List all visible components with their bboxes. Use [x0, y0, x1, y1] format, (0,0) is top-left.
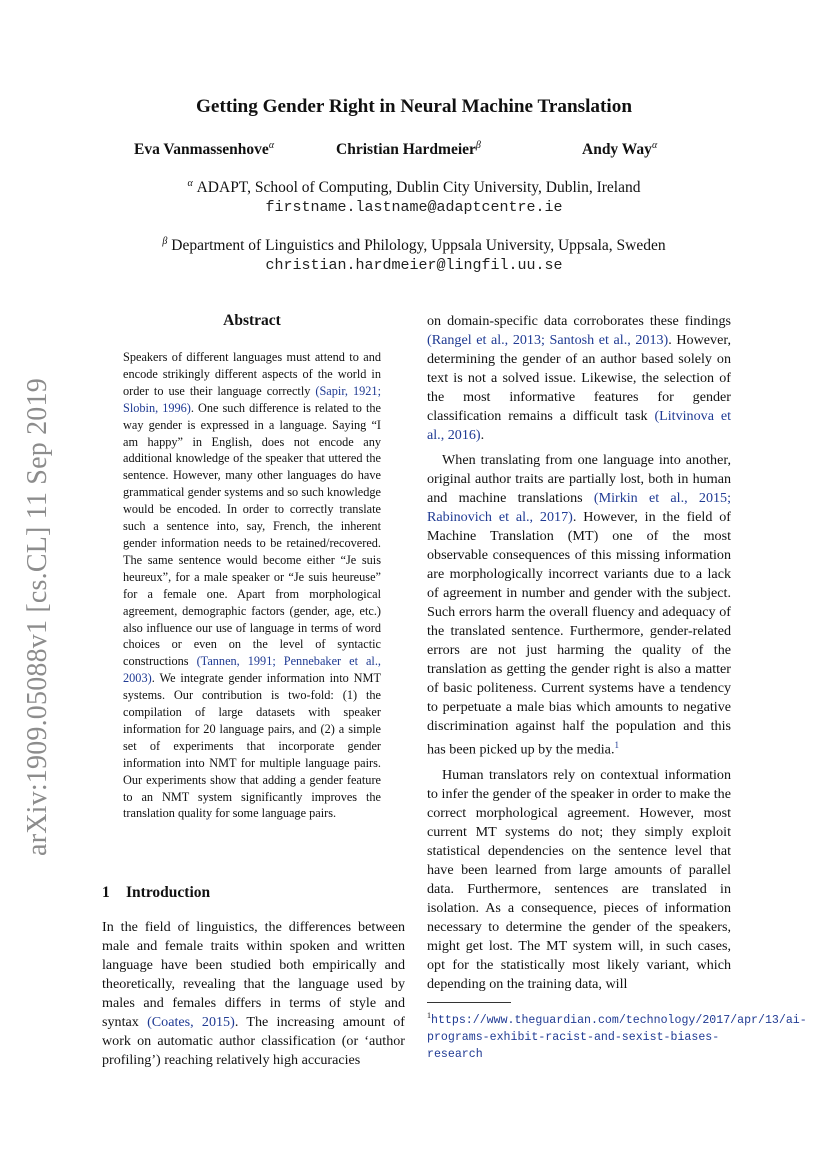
citation-link[interactable]: (Rangel et al., 2013; Santosh et al., 2013) — [427, 332, 669, 348]
affiliation-text: ADAPT, School of Computing, Dublin City University, Dublin, Ireland — [196, 179, 641, 197]
paragraph-text: In the field of linguistics, the differences between male and female traits within spoken and written language have been studied both empirically and theoretically, revealing that the language used by males and females differs in terms of style and syntax — [102, 919, 405, 1030]
section-number: 1 — [102, 884, 110, 901]
author-mark: α — [268, 140, 275, 151]
paragraph-text: . However, in the field of Machine Translation (MT) one of the most observable consequences of this missing information are morphologically incorrect variants due to a lack of agreement in number and gender with the subject. Such errors harm the overall fluency and adequacy of the translated sentence. Furthermore, gender-related errors are not just harming the quality of the translation as getting the gender right is also a matter of basic politeness. Current systems have a tendency to perpetuate a male bias which amounts to negative discrimination against half the population and this has been picked up by the media. — [427, 509, 731, 758]
citation-link[interactable]: (Mirkin et al., 2015; Rabinovich et al., 2017) — [427, 490, 732, 525]
affiliation-mark: β — [162, 236, 168, 247]
footnote-mark: 1 — [427, 1011, 431, 1020]
introduction-paragraph — [102, 918, 405, 1070]
paragraph — [427, 312, 731, 445]
author-3 — [582, 140, 657, 159]
author-mark: α — [651, 140, 658, 151]
abstract-text — [123, 349, 381, 822]
citation-link[interactable]: (Tannen, 1991; Pennebaker et al., 2003) — [123, 654, 381, 686]
footnote-marker[interactable]: 1 — [614, 740, 619, 750]
author-mark: β — [475, 140, 481, 151]
affiliation-1 — [0, 178, 828, 197]
paragraph-text: . — [480, 427, 485, 443]
citation-link[interactable]: (Sapir, 1921; Slobin, 1996) — [123, 383, 381, 415]
affiliation-1-email: firstname.lastname@adaptcentre.ie — [265, 199, 563, 216]
paragraph-text: . However, determining the gender of an author based solely on text is not a solved issue. Likewise, the selection of the most informative features for gender classification remains a difficult task — [427, 332, 731, 424]
affiliation-text: Department of Linguistics and Philology, Uppsala University, Uppsala, Sweden — [171, 237, 666, 255]
affiliation-2 — [0, 236, 828, 255]
abstract-text-part: . One such difference is related to the way gender is expressed in a language. Saying “I am happy” in English, does not encode any additional knowledge of the speaker that uttered the sentence. However, many other languages do have grammatical gender systems and so such knowledge would be encoded. In order to correctly translate such a sentence into, say, French, the inherent gender information needs to be retained/recovered. The same sentence would become either “Je suis heureux”, for a male speaker or “Je suis heureuse” for a female one. Apart from morphological agreement, demographic factors (gender, age, etc.) also influence our use of language in terms of word choices or even on the level of syntactic constructions — [123, 400, 381, 669]
footnote-url-link[interactable]: https://www.theguardian.com/technology/2017/apr/13/ai-programs-exhibit-racist-and-sexist-biases-research — [427, 1013, 807, 1061]
author-1 — [134, 140, 274, 159]
paragraph-text: on domain-specific data corroborates these findings — [427, 313, 731, 329]
section-heading-introduction — [102, 884, 210, 902]
author-name: Eva Vanmassenhove — [134, 141, 269, 159]
abstract-text-part: . We integrate gender information into NMT systems. Our contribution is two-fold: (1) the compilation of large datasets with speaker information for 20 language pairs, and (2) a simple set of experiments that incorporate gender information into NMT for multiple language pairs. Our experiments show that adding a gender feature to an NMT system significantly improves the translation quality for some language pairs. — [123, 671, 381, 821]
abstract-heading: Abstract — [223, 312, 281, 329]
paragraph: Human translators rely on contextual information to infer the gender of the speaker in order to make the correct morphological agreement. However, most current MT systems do not; they simply exploit statistical dependencies on the sentence level that have been learned from large amounts of parallel data. Furthermore, sentences are translated in isolation. As a consequence, pieces of information necessary to determine the gender of the speakers, might get lost. The MT system will, in such cases, opt for the statistically most likely variant, which depending on the training data, will — [427, 766, 731, 992]
paragraph — [102, 918, 405, 1070]
footnote-divider — [427, 1002, 511, 1003]
affiliation-2-email: christian.hardmeier@lingfil.uu.se — [265, 257, 563, 274]
abstract-text-part: Speakers of different languages must attend to and encode strikingly different aspects of the world in order to use their language correctly — [123, 350, 381, 398]
section-title: Introduction — [126, 884, 211, 901]
citation-link[interactable]: (Coates, 2015) — [147, 1014, 235, 1030]
paragraph — [427, 451, 731, 760]
paragraph-text: When translating from one language into another, original author traits are partially lost, both in human and machine translations — [427, 452, 731, 506]
footnote — [427, 1008, 807, 1063]
author-2 — [336, 140, 481, 159]
affiliation-mark: α — [187, 178, 193, 189]
arxiv-identifier-stamp: arXiv:1909.05088v1 [cs.CL] 11 Sep 2019 — [22, 378, 53, 856]
right-column-text — [427, 312, 731, 994]
paper-title: Getting Gender Right in Neural Machine Translation — [196, 96, 632, 117]
author-name: Christian Hardmeier — [336, 141, 476, 159]
citation-link[interactable]: (Litvinova et al., 2016) — [427, 408, 731, 443]
paragraph-text: . The increasing amount of work on automatic author classification (or ‘author profiling’) reaching relatively high accuracies — [102, 1014, 405, 1068]
author-name: Andy Way — [582, 141, 652, 159]
